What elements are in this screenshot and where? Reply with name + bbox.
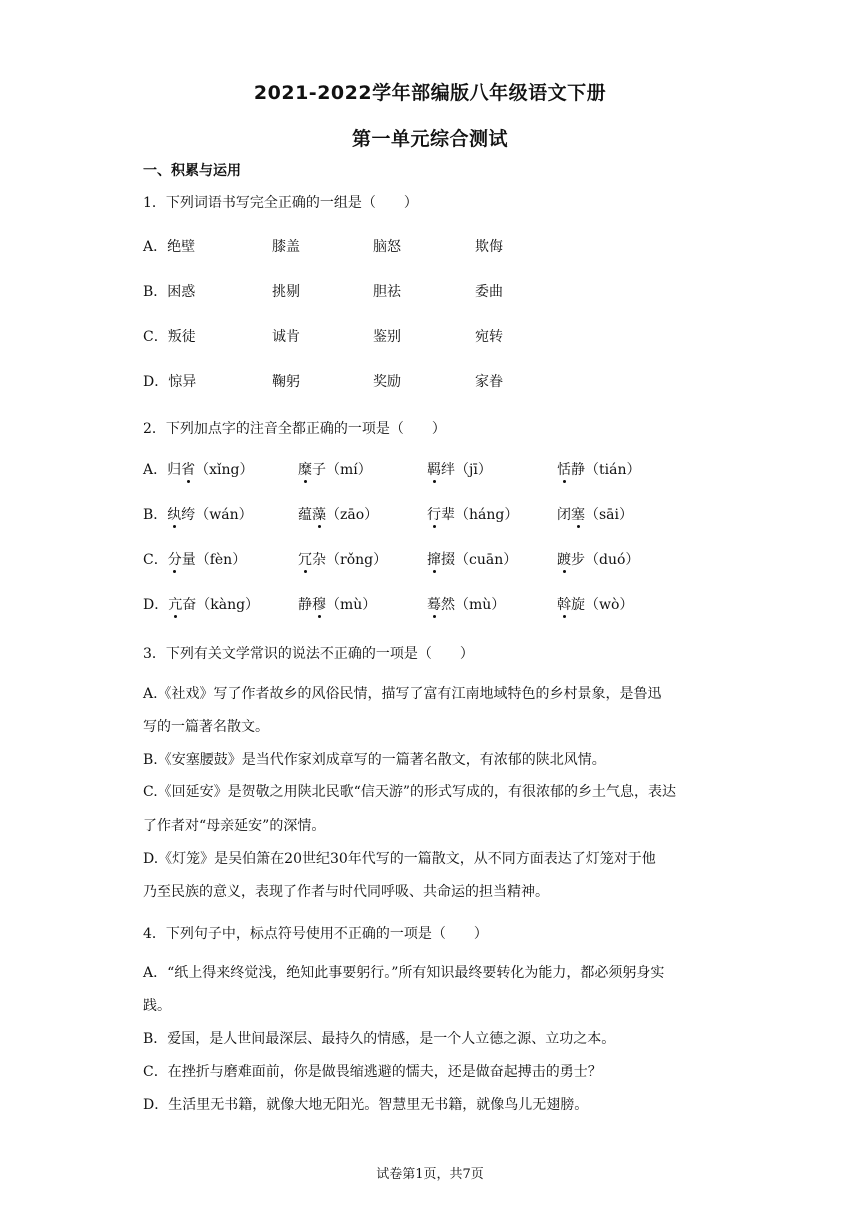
emphasis-dot-char: 分 [168, 549, 182, 569]
emphasis-dot-char: 纨 [167, 504, 181, 524]
q2-option-cell: 蕴藻（zāo） [298, 504, 378, 524]
question-2-stem: 2．下列加点字的注音全都正确的一项是（ ） [143, 421, 446, 437]
emphasis-dot-char: 糜 [298, 459, 312, 479]
q1-option-cell: 家眷 [475, 374, 503, 390]
q2-option-cell: 恬静（tián） [557, 459, 640, 479]
emphasis-dot-char: 冗 [298, 549, 312, 569]
q2-option-cell: 行辈（háng） [427, 504, 518, 524]
emphasis-dot-char: 蓦 [427, 594, 441, 614]
emphasis-dot-char: 羁 [427, 459, 441, 479]
q1-option-cell: D．惊异 [143, 374, 197, 390]
q2-option-cell: C．分量（fèn） [143, 549, 246, 569]
q4-line: B．爱国，是人世间最深层、最持久的情感，是一个人立德之源、立功之本。 [143, 1031, 616, 1047]
emphasis-dot-char: 穆 [312, 594, 326, 614]
q2-option-cell: D．亢奋（kàng） [143, 594, 259, 614]
q3-line: 了作者对“母亲延安”的深情。 [143, 818, 326, 834]
q1-option-cell: 宛转 [475, 329, 503, 345]
q2-option-cell: 羁绊（jī） [427, 459, 492, 479]
q2-option-cell: 闭塞（sāi） [557, 504, 633, 524]
section-heading: 一、积累与运用 [143, 163, 241, 179]
emphasis-dot-char: 塞 [571, 504, 585, 524]
q2-option-cell: B．纨绔（wán） [143, 504, 253, 524]
q3-line: 写的一篇著名散文。 [143, 719, 269, 735]
emphasis-dot-char: 省 [181, 459, 195, 479]
q3-line: B.《安塞腰鼓》是当代作家刘成章写的一篇著名散文，有浓郁的陕北风情。 [143, 752, 606, 768]
q3-line: 乃至民族的意义，表现了作者与时代同呼吸、共命运的担当精神。 [143, 884, 549, 900]
q4-line: D．生活里无书籍，就像大地无阳光。智慧里无书籍，就像鸟儿无翅膀。 [143, 1097, 589, 1113]
q1-option-cell: 脑怒 [373, 239, 401, 255]
q1-option-cell: 挑剔 [272, 284, 300, 300]
q2-option-cell: 静穆（mù） [298, 594, 376, 614]
q1-option-cell: 欺侮 [475, 239, 503, 255]
q1-option-cell: B．困惑 [143, 284, 196, 300]
q1-option-cell: 鉴别 [373, 329, 401, 345]
emphasis-dot-char: 亢 [168, 594, 182, 614]
q2-option-cell: 撺掇（cuān） [427, 549, 517, 569]
q1-option-cell: 奖励 [373, 374, 401, 390]
question-3-stem: 3．下列有关文学常识的说法不正确的一项是（ ） [143, 646, 474, 662]
emphasis-dot-char: 行 [427, 504, 441, 524]
q3-line: D.《灯笼》是吴伯箫在20世纪30年代写的一篇散文，从不同方面表达了灯笼对于他 [143, 851, 656, 867]
q1-option-cell: 诚肯 [272, 329, 300, 345]
q2-option-cell: 斡旋（wò） [557, 594, 633, 614]
q4-line: 践。 [143, 998, 171, 1014]
question-1-stem: 1．下列词语书写完全正确的一组是（ ） [143, 195, 418, 211]
q1-option-cell: 膝盖 [272, 239, 300, 255]
q2-option-cell: A．归省（xǐng） [143, 459, 253, 479]
q3-line: A.《社戏》写了作者故乡的风俗民情，描写了富有江南地域特色的乡村景象，是鲁迅 [143, 686, 662, 702]
q2-option-cell: 冗杂（rǒng） [298, 549, 387, 569]
emphasis-dot-char: 恬 [557, 459, 571, 479]
question-4-stem: 4．下列句子中，标点符号使用不正确的一项是（ ） [143, 926, 488, 942]
emphasis-dot-char: 踱 [557, 549, 571, 569]
q1-option-cell: A．绝壁 [143, 239, 196, 255]
emphasis-dot-char: 撺 [427, 549, 441, 569]
q4-line: A．“纸上得来终觉浅，绝知此事要躬行。”所有知识最终要转化为能力，都必须躬身实 [143, 965, 665, 981]
document-title: 2021-2022学年部编版八年级语文下册 [253, 82, 607, 104]
q2-option-cell: 蓦然（mù） [427, 594, 505, 614]
unit-title: 第一单元综合测试 [351, 128, 508, 150]
page-footer: 试卷第1页，共7页 [376, 1167, 484, 1182]
q1-option-cell: 鞠躬 [272, 374, 300, 390]
q4-line: C．在挫折与磨难面前，你是做畏缩逃避的懦夫，还是做奋起搏击的勇士？ [143, 1064, 602, 1080]
q1-option-cell: 委曲 [475, 284, 503, 300]
emphasis-dot-char: 斡 [557, 594, 571, 614]
q2-option-cell: 踱步（duó） [557, 549, 639, 569]
q1-option-cell: C．叛徒 [143, 329, 196, 345]
emphasis-dot-char: 藻 [312, 504, 326, 524]
q2-option-cell: 糜子（mí） [298, 459, 372, 479]
q1-option-cell: 胆祛 [373, 284, 401, 300]
q3-line: C.《回延安》是贺敬之用陕北民歌“信天游”的形式写成的，有很浓郁的乡土气息，表达 [143, 784, 676, 800]
